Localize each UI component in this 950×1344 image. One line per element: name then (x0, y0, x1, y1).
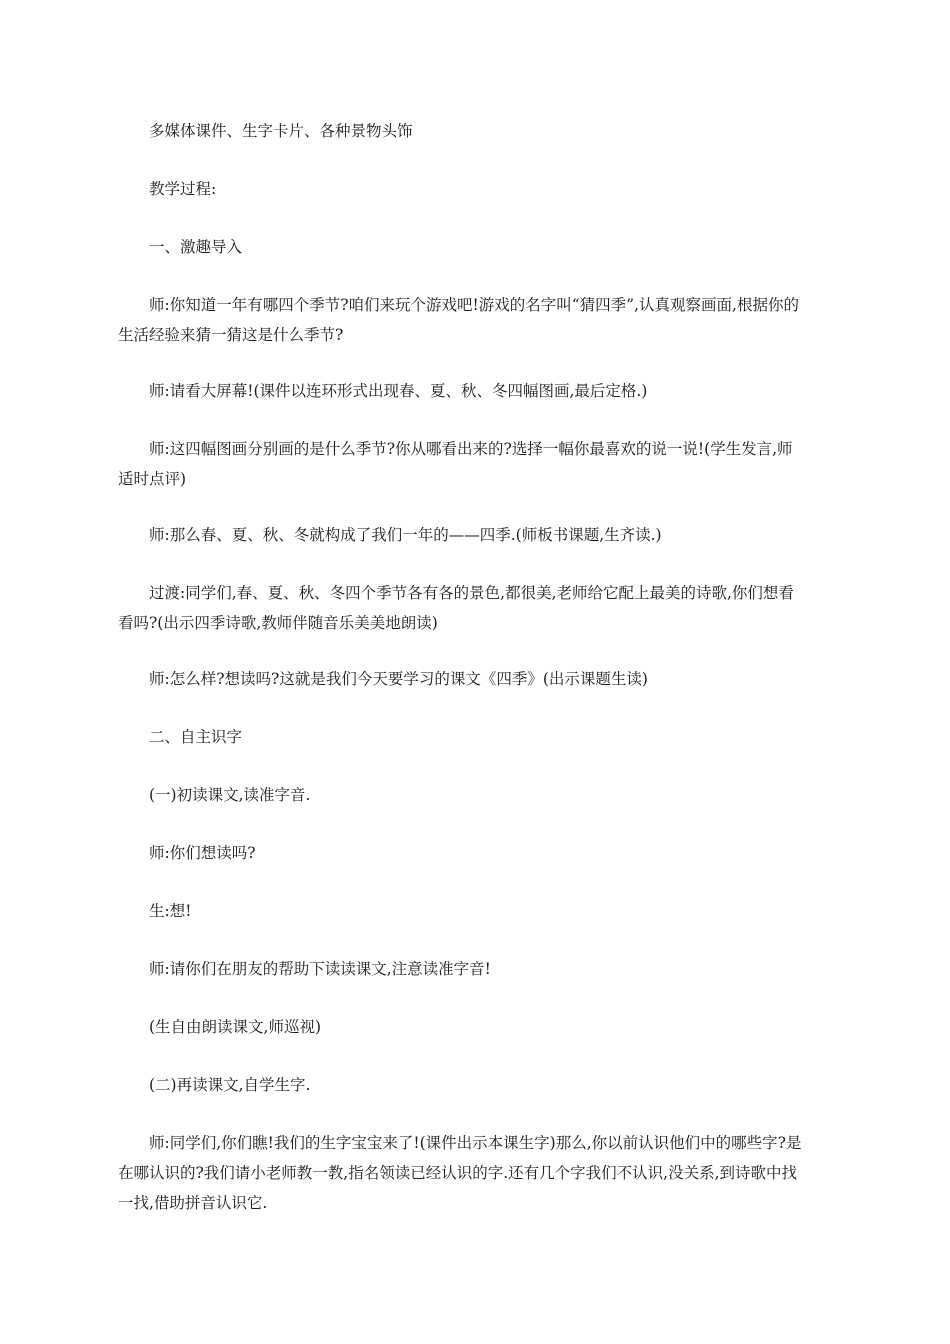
paragraph-teacher-four-pictures: 师:这四幅图画分别画的是什么季节?你从哪看出来的?选择一幅你最喜欢的说一说!(学生发言,师适时点评) (118, 440, 793, 488)
paragraph-student-answer: 生:想! (149, 902, 192, 920)
paragraph-teacher-want-to-read: 师:怎么样?想读吗?这就是我们今天要学习的课文《四季》(出示课题生读) (149, 670, 648, 688)
subsection-second-reading: (二)再读课文,自学生字. (149, 1076, 311, 1094)
paragraph-teacher-seasons-question: 师:你知道一年有哪四个季节?咱们来玩个游戏吧!游戏的名字叫“猜四季”,认真观察画面,根据你的生活经验来猜一猜这是什么季节? (118, 296, 799, 344)
materials-line: 多媒体课件、生字卡片、各种景物头饰 (149, 122, 413, 140)
paragraph-stage-direction: (生自由朗读课文,师巡视) (149, 1018, 322, 1036)
lesson-plan-body (118, 116, 808, 1218)
paragraph-transition: 过渡:同学们,春、夏、秋、冬四个季节各有各的景色,都很美,老师给它配上最美的诗歌,你们想看看吗?(出示四季诗歌,教师伴随音乐美美地朗读) (118, 584, 794, 632)
section-heading-self-study: 二、自主识字 (149, 728, 243, 746)
section-heading-intro: 一、激趣导入 (149, 238, 243, 256)
paragraph-teacher-new-words: 师:同学们,你们瞧!我们的生字宝宝来了!(课件出示本课生字)那么,你以前认识他们中的哪些字?是在哪认识的?我们请小老师教一教,指名领读已经认识的字.还有几个字我们不认识,没关系,到诗歌中找一找,借助拼音认识它. (118, 1134, 802, 1212)
section-heading-teaching-process: 教学过程: (149, 180, 217, 198)
paragraph-teacher-instruction: 师:请你们在朋友的帮助下读读课文,注意读准字音! (149, 960, 491, 978)
paragraph-teacher-ask: 师:你们想读吗? (149, 844, 256, 862)
subsection-first-reading: (一)初读课文,读准字音. (149, 786, 311, 804)
paragraph-teacher-four-seasons: 师:那么春、夏、秋、冬就构成了我们一年的——四季.(师板书课题,生齐读.) (149, 526, 662, 544)
paragraph-teacher-big-screen: 师:请看大屏幕!(课件以连环形式出现春、夏、秋、冬四幅图画,最后定格.) (149, 382, 648, 400)
